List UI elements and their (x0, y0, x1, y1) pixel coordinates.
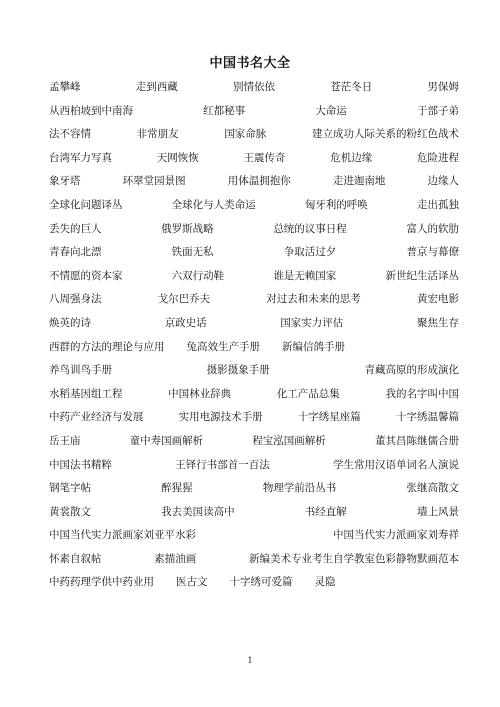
book-title: 男保姆 (427, 81, 459, 93)
list-line (49, 170, 459, 194)
book-title: 青春向北漂 (49, 246, 102, 259)
book-title: 十字绣可爱篇 (229, 576, 293, 589)
list-line (49, 477, 459, 501)
list-line (49, 430, 459, 454)
book-title: 争取活过夕 (283, 246, 337, 259)
book-title: 危险进程 (417, 151, 459, 164)
book-title: 十字绣星座篇 (297, 411, 361, 424)
list-line (49, 76, 459, 100)
book-title: 怀素自叙帖 (49, 552, 102, 565)
book-title: 王铎行书部首一百法 (175, 458, 270, 471)
book-title: 物理学前沿丛书 (262, 482, 337, 495)
book-title: 新世纪生活译丛 (385, 269, 459, 282)
book-title: 中药药理学供中药业用 (49, 576, 154, 589)
book-title: 从西柏坡到中南海 (49, 104, 133, 117)
book-title: 黄裳散文 (49, 505, 91, 518)
book-title: 焕英的诗 (49, 316, 91, 329)
book-title: 化工产品总集 (276, 387, 340, 400)
list-line (49, 383, 459, 407)
book-title: 中国当代实力派画家刘寿祥 (333, 529, 459, 542)
book-title: 走到西藏 (135, 81, 178, 93)
book-title: 走出孤独 (416, 198, 459, 211)
list-line (49, 454, 459, 478)
book-title: 普京与幕僚 (406, 246, 459, 259)
book-title: 非常朋友 (136, 128, 179, 141)
book-title: 书经直解 (304, 505, 347, 518)
list-line (49, 100, 459, 124)
book-title: 董其昌陈继儒合册 (374, 434, 459, 447)
book-title: 国家实力评估 (280, 316, 344, 329)
book-title: 摄影摄象手册 (206, 364, 270, 377)
book-title: 国家命脉 (224, 128, 267, 141)
book-title: 京政史话 (164, 316, 207, 329)
book-title: 不情愿的资本家 (49, 269, 123, 282)
list-line (49, 147, 459, 171)
book-title: 中药产业经济与发展 (49, 411, 144, 424)
list-line (49, 241, 459, 265)
book-title: 张继高散文 (406, 482, 459, 495)
book-title: 用体温拥抱你 (227, 175, 291, 188)
list-line (49, 524, 459, 548)
book-title: 匈牙利的呼唤 (304, 198, 368, 211)
book-title: 俄罗斯战略 (161, 222, 214, 235)
book-title: 中国当代实力派画家刘亚平水彩 (49, 529, 196, 542)
book-title: 丢失的巨人 (49, 222, 102, 235)
book-title: 中国法书精粹 (49, 458, 112, 471)
book-title: 铁面无私 (171, 246, 214, 259)
list-line (49, 359, 459, 383)
book-title: 十字绣温馨篇 (395, 411, 459, 424)
book-title: 危机边缘 (330, 151, 373, 164)
book-title: 青藏高原的形成演化 (364, 364, 459, 377)
book-title: 天网恢恢 (156, 151, 199, 164)
book-title: 红都秘事 (203, 104, 246, 117)
book-title: 西群的方法的理论与应用 (49, 340, 165, 353)
book-title: 环翠堂园景图 (122, 175, 186, 188)
list-line (49, 265, 459, 289)
list-line (49, 336, 459, 360)
book-title: 走进迦南地 (332, 175, 386, 188)
book-title: 新编美术专业考生自学教室色彩静物默画范本 (249, 552, 459, 565)
book-title: 谁是无赖国家 (273, 269, 337, 282)
book-title: 兔高效生产手册 (186, 340, 260, 353)
book-title: 对过去和未来的思考 (266, 293, 361, 306)
book-title: 边缘人 (427, 175, 459, 188)
book-title: 全球化问题译丛 (49, 198, 123, 211)
book-title: 新编信鸽手册 (282, 340, 345, 353)
book-title: 八周强身法 (49, 293, 102, 306)
list-line (49, 501, 459, 525)
list-line (49, 312, 459, 336)
book-title: 全球化与人类命运 (171, 198, 256, 211)
book-title: 实用电源技术手册 (178, 411, 263, 424)
list-line (49, 548, 459, 572)
book-title: 医古文 (176, 576, 208, 589)
book-title: 中国林业辞典 (168, 387, 232, 400)
book-title: 孟攀峰 (49, 81, 81, 93)
book-title: 程宝泓国画解析 (252, 434, 326, 447)
book-title: 我去美国读高中 (161, 505, 235, 518)
book-title: 大命运 (315, 104, 347, 117)
book-title: 台湾军力写真 (49, 151, 112, 164)
book-title: 于部子弟 (416, 104, 459, 117)
list-line (49, 194, 459, 218)
book-title: 水稻基因组工程 (49, 387, 123, 400)
book-title: 学生常用汉语单词名人演说 (333, 458, 459, 471)
book-title: 灵隐 (314, 576, 336, 589)
book-title: 总统的议事日程 (273, 222, 347, 235)
book-title: 黄宏电影 (416, 293, 459, 306)
book-title: 富人的软肋 (406, 222, 459, 235)
book-title: 王震传奇 (243, 151, 286, 164)
page-number: 1 (247, 656, 253, 665)
book-title: 墙上风景 (416, 505, 459, 518)
list-line (49, 123, 459, 147)
book-title: 童中寿国画解析 (129, 434, 204, 447)
book-title: 象牙塔 (49, 175, 81, 188)
book-title: 六双行动鞋 (171, 269, 225, 282)
book-title: 法不容情 (49, 128, 91, 141)
document-title: 中国书名大全 (209, 56, 291, 71)
list-line (49, 406, 459, 430)
list-line (49, 288, 459, 312)
book-title: 钢笔字帖 (49, 482, 91, 495)
book-title: 聚焦生存 (416, 316, 459, 329)
book-title: 醉猩猩 (161, 482, 193, 495)
list-line (49, 571, 459, 595)
book-title: 岳王庙 (49, 434, 81, 447)
book-title: 我的名字叫中国 (385, 387, 459, 400)
book-title: 建立成功人际关系的粉红色战术 (311, 128, 459, 141)
book-title: 苍茫冬日 (330, 81, 373, 93)
book-title-list (49, 76, 459, 595)
list-line (49, 218, 459, 242)
book-title: 素描油画 (154, 552, 197, 565)
book-title: 养鸟训鸟手册 (49, 364, 112, 377)
book-title: 别情依依 (233, 81, 275, 93)
book-title: 戈尔巴乔夫 (157, 293, 211, 306)
